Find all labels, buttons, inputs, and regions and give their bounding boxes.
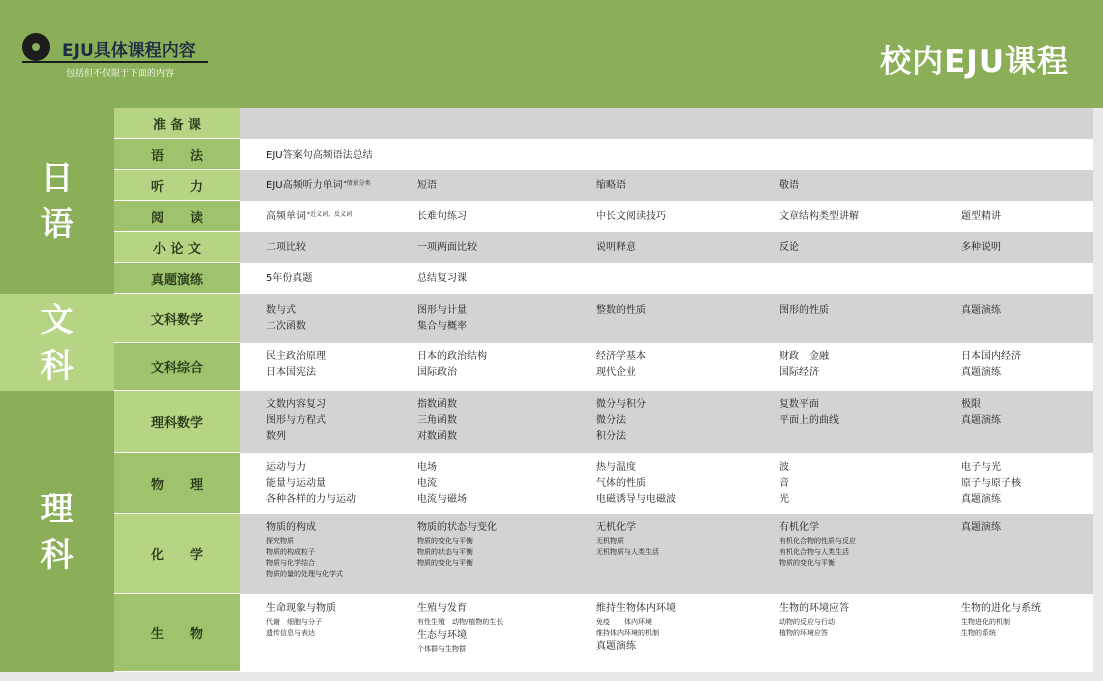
cell-topic: 微分法	[596, 415, 626, 426]
table-cell	[779, 209, 859, 225]
table-row	[114, 108, 1093, 139]
cell-topic: 真题演练	[961, 415, 1001, 426]
page-title: 校内EJU课程	[880, 44, 1069, 80]
cell-subtopic: 物质的状态与平衡	[417, 548, 473, 556]
table-cell	[596, 209, 666, 225]
table-cell	[417, 178, 437, 194]
cell-topic: 音	[779, 478, 789, 489]
cell-topic: 整数的性质	[596, 305, 646, 316]
table-cell	[961, 209, 1001, 225]
cell-topic: 光	[779, 494, 789, 505]
header	[0, 0, 1103, 108]
table-cell	[961, 303, 1001, 319]
group-label-char: 日	[40, 158, 74, 197]
table-cell	[596, 460, 676, 508]
table-cell	[961, 460, 1021, 508]
table-cell	[961, 240, 1001, 256]
cell-topic: 电流与磁场	[417, 494, 467, 505]
cell-topic: 平面上的曲线	[779, 415, 839, 426]
table-cell	[266, 240, 306, 256]
cell-topic: 生命现象与物质	[266, 603, 336, 614]
group-japanese	[0, 108, 114, 294]
cell-subtopic: 有性生殖 动物/植物的生长	[417, 618, 504, 626]
table-cell	[417, 601, 503, 655]
table-row	[114, 391, 1093, 453]
group-label-char: 科	[40, 534, 74, 574]
cell-subtopic: 生物的系统	[961, 629, 996, 637]
row-category: 阅 读	[114, 201, 240, 232]
row-content	[240, 343, 1093, 391]
table-row	[114, 263, 1093, 294]
cell-topic: 反论	[779, 242, 799, 253]
cell-topic: 缩略语	[596, 180, 626, 191]
cell-topic: 真题演练	[961, 522, 1001, 533]
table-row	[114, 453, 1093, 514]
cell-subtopic: 探究物质	[266, 537, 294, 545]
cell-topic: 电流	[417, 478, 437, 489]
cell-topic: 高频单词	[266, 211, 306, 222]
cell-topic: 国际政治	[417, 367, 457, 378]
table-cell	[779, 397, 839, 429]
cell-topic: 题型精讲	[961, 211, 1001, 222]
table-cell	[779, 349, 829, 381]
cell-topic: 极限	[961, 399, 981, 410]
table-cell	[266, 397, 326, 445]
cell-subtopic: 有机化合物与人类生活	[779, 548, 849, 556]
table-row	[114, 343, 1093, 391]
table-cell	[417, 397, 457, 445]
cell-subtopic: 植物的环境应答	[779, 629, 828, 637]
cell-topic: 各种各样的力与运动	[266, 494, 356, 505]
table-row	[114, 232, 1093, 263]
cell-topic: 文数内容复习	[266, 399, 326, 410]
cell-topic: 生物的环境应答	[779, 603, 849, 614]
row-content	[240, 108, 1093, 139]
cell-subtopic: 维持体内环境的机制	[596, 629, 659, 637]
row-category: 小 论 文	[114, 232, 240, 263]
cell-topic: 总结复习课	[417, 273, 467, 284]
cell-subtopic: 物质与化学结合	[266, 559, 315, 567]
cell-subtopic: 物质的变化与平衡	[417, 559, 473, 567]
table-cell	[961, 601, 1041, 639]
table-cell	[417, 303, 467, 335]
row-content	[240, 453, 1093, 514]
row-category: 真题演练	[114, 263, 240, 294]
table-cell	[961, 520, 1001, 536]
table-cell	[417, 209, 467, 225]
cell-topic: 民主政治原理	[266, 351, 326, 362]
cell-topic: 图形与方程式	[266, 415, 326, 426]
row-content	[240, 139, 1093, 170]
row-category: 生 物	[114, 594, 240, 672]
table-cell	[961, 397, 1001, 429]
row-content	[240, 514, 1093, 594]
cell-topic: 生殖与发育	[417, 603, 467, 614]
table-row	[114, 139, 1093, 170]
table-cell	[596, 349, 646, 381]
row-content	[240, 294, 1093, 343]
cell-subtopic: 遗传信息与表达	[266, 629, 315, 637]
cell-topic: 数列	[266, 431, 286, 442]
row-content	[240, 201, 1093, 232]
disc-logo-icon	[22, 33, 50, 61]
logo-subtitle: 包括但不仅限于下面的内容	[66, 69, 175, 79]
cell-topic: 复数平面	[779, 399, 819, 410]
table-cell	[596, 520, 659, 558]
cell-topic: 长难句练习	[417, 211, 467, 222]
row-category: 物 理	[114, 453, 240, 514]
cell-subtopic: 有机化合物的性质与反应	[779, 537, 856, 545]
cell-topic: 有机化学	[779, 522, 819, 533]
cell-topic: EJU高频听力单词	[266, 180, 343, 191]
cell-topic: 运动与力	[266, 462, 306, 473]
cell-topic: 日本的政治结构	[417, 351, 487, 362]
cell-topic: 财政 金融	[779, 351, 829, 362]
table-row	[114, 201, 1093, 232]
cell-topic: 真题演练	[961, 494, 1001, 505]
group-label-char: 文	[40, 299, 74, 339]
table-cell	[596, 178, 626, 194]
table-row	[114, 170, 1093, 201]
table-cell	[417, 460, 467, 508]
cell-subtopic: 动物的反应与行动	[779, 618, 835, 626]
cell-topic: 5年份真题	[266, 273, 313, 284]
cell-note: *近义词、反义词	[307, 211, 353, 218]
row-category: 语 法	[114, 139, 240, 170]
cell-topic: 原子与原子核	[961, 478, 1021, 489]
row-category: 准 备 课	[114, 108, 240, 139]
table-cell	[266, 148, 373, 164]
cell-topic: 真题演练	[596, 641, 636, 652]
cell-topic: 能量与运动量	[266, 478, 326, 489]
cell-topic: 微分与积分	[596, 399, 646, 410]
cell-topic: 真题演练	[961, 305, 1001, 316]
cell-topic: 生态与环境	[417, 630, 467, 641]
cell-topic: 一项两面比较	[417, 242, 477, 253]
cell-topic: 物质的构成	[266, 522, 316, 533]
table-cell	[417, 271, 467, 287]
group-label-char: 科	[40, 345, 74, 385]
table-cell	[779, 601, 849, 639]
page-edge	[1093, 108, 1103, 681]
cell-subtopic: 物质的变化与平衡	[779, 559, 835, 567]
table-cell	[779, 460, 789, 508]
cell-topic: 文章结构类型讲解	[779, 211, 859, 222]
cell-topic: 波	[779, 462, 789, 473]
cell-topic: 三角函数	[417, 415, 457, 426]
table-row	[114, 594, 1093, 672]
cell-topic: 二项比较	[266, 242, 306, 253]
row-category: 化 学	[114, 514, 240, 594]
cell-topic: 国际经济	[779, 367, 819, 378]
cell-topic: 短语	[417, 180, 437, 191]
cell-note: *情景分类	[343, 180, 371, 187]
cell-topic: 图形与计量	[417, 305, 467, 316]
cell-topic: 现代企业	[596, 367, 636, 378]
table-cell	[266, 178, 371, 194]
row-content	[240, 594, 1093, 672]
table-cell	[596, 601, 676, 655]
table-cell	[779, 240, 799, 256]
cell-subtopic: 无机物质与人类生活	[596, 548, 659, 556]
cell-topic: 指数函数	[417, 399, 457, 410]
table-cell	[266, 303, 306, 335]
row-content	[240, 170, 1093, 201]
cell-subtopic: 物质的变化与平衡	[417, 537, 473, 545]
cell-subtopic: 代谢 细胞与分子	[266, 618, 322, 626]
cell-topic: 图形的性质	[779, 305, 829, 316]
cell-topic: 电场	[417, 462, 437, 473]
cell-topic: 日本国宪法	[266, 367, 316, 378]
cell-topic: 二次函数	[266, 321, 306, 332]
logo-underline	[22, 61, 208, 63]
logo-title: EJU具体课程内容	[62, 41, 196, 61]
cell-topic: 积分法	[596, 431, 626, 442]
table-cell	[596, 303, 646, 319]
cell-topic: 集合与概率	[417, 321, 467, 332]
row-content	[240, 391, 1093, 453]
table-cell	[596, 397, 646, 445]
cell-topic: 对数函数	[417, 431, 457, 442]
table-cell	[779, 520, 856, 569]
cell-topic: 无机化学	[596, 522, 636, 533]
table-cell	[266, 209, 352, 225]
cell-subtopic: 物质的量的处理与化学式	[266, 570, 343, 578]
cell-subtopic: 物质的构成粒子	[266, 548, 315, 556]
cell-topic: 生物的进化与系统	[961, 603, 1041, 614]
cell-subtopic: 个体群与生物群	[417, 645, 466, 653]
table-cell	[266, 520, 343, 580]
table-cell	[417, 520, 497, 569]
cell-topic: 敬语	[779, 180, 799, 191]
table-cell	[779, 178, 799, 194]
cell-topic: 维持生物体内环境	[596, 603, 676, 614]
group-label-char: 语	[40, 204, 74, 243]
table-cell	[961, 349, 1021, 381]
cell-subtopic: 免疫 体内环境	[596, 618, 652, 626]
cell-topic: 中长文阅读技巧	[596, 211, 666, 222]
table-cell	[596, 240, 636, 256]
row-category: 文科综合	[114, 343, 240, 391]
cell-topic: 日本国内经济	[961, 351, 1021, 362]
row-category: 听 力	[114, 170, 240, 201]
group-label-char: 理	[40, 488, 74, 528]
row-content	[240, 263, 1093, 294]
table-row	[114, 294, 1093, 343]
table-cell	[417, 240, 477, 256]
table-cell	[266, 460, 356, 508]
table-cell	[417, 349, 487, 381]
cell-topic: 气体的性质	[596, 478, 646, 489]
table-row	[114, 514, 1093, 594]
cell-topic: 多种说明	[961, 242, 1001, 253]
cell-topic: 物质的状态与变化	[417, 522, 497, 533]
table-cell	[266, 349, 326, 381]
row-category: 文科数学	[114, 294, 240, 343]
group-liberal-arts	[0, 294, 114, 391]
cell-topic: 说明释意	[596, 242, 636, 253]
cell-topic: 电磁诱导与电磁波	[596, 494, 676, 505]
cell-topic: 真题演练	[961, 367, 1001, 378]
table-cell	[266, 271, 312, 287]
cell-topic: EJU答案句高频语法总结	[266, 150, 373, 161]
row-content	[240, 232, 1093, 263]
row-category: 理科数学	[114, 391, 240, 453]
page-edge	[0, 672, 1093, 681]
cell-subtopic: 无机物质	[596, 537, 624, 545]
table-cell	[779, 303, 829, 319]
group-science	[0, 391, 114, 672]
table-cell	[266, 601, 336, 639]
cell-topic: 经济学基本	[596, 351, 646, 362]
cell-topic: 热与温度	[596, 462, 636, 473]
cell-topic: 数与式	[266, 305, 296, 316]
cell-subtopic: 生物进化的机制	[961, 618, 1010, 626]
cell-topic: 电子与光	[961, 462, 1001, 473]
